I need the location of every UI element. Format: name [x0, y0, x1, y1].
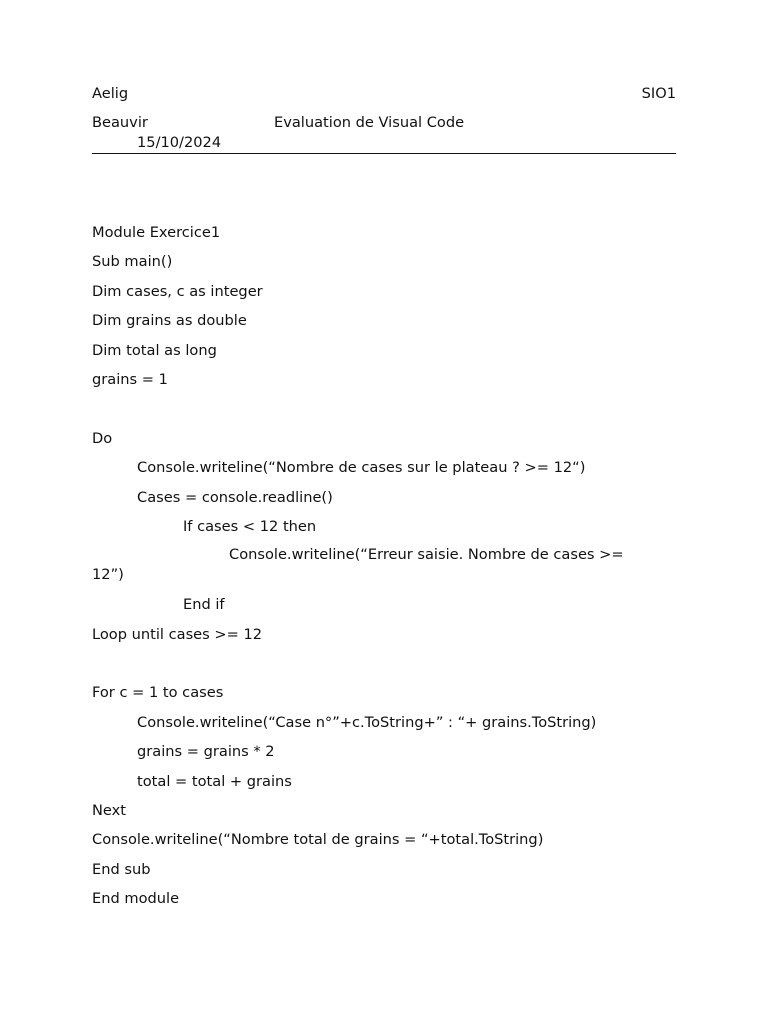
code-line: Dim grains as double — [92, 312, 247, 330]
code-line: If cases < 12 then — [183, 517, 317, 535]
code-line: Loop until cases >= 12 — [92, 625, 263, 643]
header-row-1 — [92, 85, 676, 105]
code-line: grains = 1 — [92, 370, 168, 388]
code-line: Cases = console.readline() — [137, 488, 333, 506]
code-listing — [92, 222, 676, 918]
code-line: For c = 1 to cases — [92, 684, 224, 702]
code-line: Next — [92, 802, 126, 820]
header-row-2 — [92, 114, 676, 134]
document-date: 15/10/2024 — [137, 134, 222, 151]
class-label: SIO1 — [641, 85, 676, 102]
code-line: total = total + grains — [137, 772, 292, 790]
code-line: Sub main() — [92, 253, 173, 271]
author-name-1: Aelig — [92, 85, 129, 102]
blank-line — [92, 398, 676, 427]
code-line: Console.writeline(“Case n°”+c.ToString+” : “+ grains.ToString) — [137, 713, 597, 731]
code-line: End if — [183, 596, 225, 614]
code-line: Dim cases, c as integer — [92, 282, 263, 300]
blank-line — [92, 653, 676, 682]
code-line-part: 12”) — [92, 566, 124, 584]
header-row-3 — [92, 134, 676, 154]
code-line: Module Exercice1 — [92, 224, 221, 241]
code-line: Dim total as long — [92, 341, 217, 359]
header-divider — [92, 153, 676, 154]
code-line: Do — [92, 429, 113, 447]
code-line-wrapped — [92, 545, 676, 594]
document-title: Evaluation de Visual Code — [274, 114, 465, 131]
code-line: Console.writeline(“Nombre de cases sur le plateau ? >= 12“) — [137, 459, 586, 477]
author-name-2: Beauvir — [92, 114, 148, 131]
code-line: End module — [92, 890, 180, 908]
code-line-part: Console.writeline(“Erreur saisie. Nombre de cases >= — [229, 546, 624, 564]
code-line: End sub — [92, 860, 151, 878]
code-line: grains = grains * 2 — [137, 743, 275, 761]
code-line: Console.writeline(“Nombre total de grains = “+total.ToString) — [92, 831, 544, 849]
